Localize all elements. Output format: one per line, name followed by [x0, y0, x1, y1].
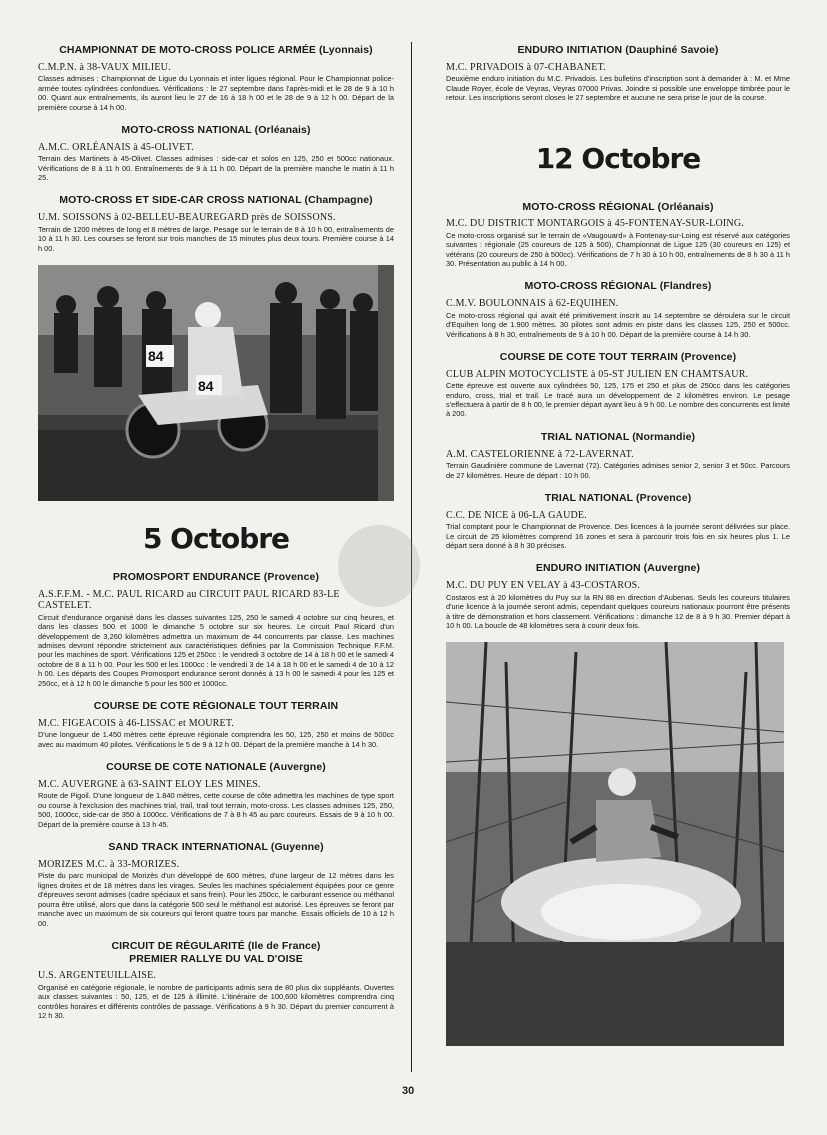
event-club: U.S. ARGENTEUILLAISE. [38, 970, 157, 982]
event-club: A.S.F.F.M. - M.C. PAUL RICARD au CIRCUIT PAUL RICARD 83-LE CASTELET. [38, 588, 340, 612]
left-column [38, 44, 394, 1033]
event-body: Ce moto-cross organisé sur le terrain de «Vaugouard» à Fontenay-sur-Loing est réservé aux catégories suivantes : régionale (25 coureurs de 125 à 500), Championnat de Ligue 125 (30 coureurs en 125) et vétérans (20 coureurs de 250 à 500cc). Vérifications de 7 h 30 à 10 h 00, entraînements de 8 h 30 à 11 h 30. Présentation au public à 14 h 00. [446, 230, 790, 268]
event-champagne [38, 194, 394, 253]
event-trial-normandie [446, 431, 790, 480]
event-body: Organisé en catégorie régionale, le nombre de participants admis sera de 80 plus dix suppléants. Ouvertes aux classes suivantes : 50, 125, et de 125 à illimité. L'itinéraire de 100,600 kilomètres comprendra cinq contrôles horaires et différents contrôles de passage. Vérifications à 9 h 30. Départ du premier concurrent à 12 h 30. [38, 982, 394, 1021]
event-title: COURSE DE COTE NATIONALE (Auvergne) [106, 761, 326, 774]
race-number: 84 [148, 347, 164, 364]
event-title: MOTO-CROSS RÉGIONAL (Flandres) [524, 280, 712, 293]
event-body: Ce moto-cross régional qui avait été primitivement inscrit au 14 septembre se déroulera sur le circuit d'Equihen long de 1.900 mètres. 30 pilotes sont admis en piste dans les classes 125, 250 et 500cc. Vérifications à 8 h 30, entraînements de 9 à 10 h 00. Départ de la première course à 14 h 30. [446, 310, 790, 339]
event-club: M.C. DU PUY EN VELAY à 43-COSTAROS. [446, 580, 641, 592]
event-title: COURSE DE COTE TOUT TERRAIN (Provence) [499, 350, 737, 363]
event-body: Terrain de 1200 mètres de long et 8 mètres de large. Pesage sur le terrain de 8 à 10 h 00, entraînements de 10 à 11 h 30. Les courses se feront sur trois manches de 15 minutes plus deux tours. Première course à 14 h 00. [38, 224, 394, 253]
event-orleanais-national [38, 124, 394, 183]
motocross-photo-icon [38, 265, 378, 501]
event-cote-regionale [38, 700, 394, 749]
event-title: CHAMPIONNAT DE MOTO-CROSS POLICE ARMÉE (Lyonnais) [59, 44, 373, 56]
event-sand-track [38, 841, 394, 928]
event-body: Terrain des Martinets à 45-Olivet. Classes admises : side-car et solos en 125, 250 et 500cc nationaux. Vérifications de 8 à 11 h 00. Entraînements de 9 à 11 h 00. Départ de la première manche le matin à 11 h 25. [38, 154, 394, 182]
event-body: Circuit d'endurance organisé dans les classes suivantes 125, 250 le samedi 4 octobre sur cinq heures, et dans les classes 500 et 1000 le dimanche 5 octobre sur six heures. Le circuit Paul Ricard d'un développement de 3,260 kilomètres admettra un maximum de 44 concurrents par classe. Les machines admises devront répondre strictement aux caractéristiques définies par la Commission Technique F.F.M. pour les machines de sport. Vérifications 125 et 250cc : le vendredi 3 octobre de 14 à 18 h 00 et le samedi 4 octobre de 8 à 11 h 00. Pour les 500 et les 1000cc : le vendredi 3 de 14 à 18 h 00 et le samedi 4 de 10 à 12 h 00. Les départs des Coupes Promosport endurance seront donnés à 13 h 00 le samedi 4 pour les 125 et 250cc, et à 12 h 00 le dimanche 5 pour les 500 et 1000cc. [38, 612, 394, 688]
event-title: CIRCUIT DE RÉGULARITÉ (Ile de France) [111, 940, 321, 953]
event-body: Cette épreuve est ouverte aux cylindrées 50, 125, 175 et 250 et plus de 250cc dans les catégories enduro, cross, trial et trail. Le tracé aura un développement de 2 kilomètres environ. Le pesage s'effectuera à partir de 8 h 00, le premier départ ayant lieu à 9 h 00. Le nombre des concurrents est limité à 200. [446, 381, 790, 419]
event-club: A.M. CASTELORIENNE à 72-LAVERNAT. [446, 448, 634, 460]
event-club: M.C. DU DISTRICT MONTARGOIS à 45-FONTENAY-SUR-LOING. [446, 218, 744, 230]
enduro-photo-icon [446, 642, 784, 1046]
right-column [446, 44, 790, 1046]
event-body: Costaros est à 20 kilomètres du Puy sur la RN 88 en direction d'Aubenas. Seuls les coureurs titulaires d'une licence à la journée seront admis, cependant quelques coureurs nationaux pourront être présents à titre de démonstration et hors classement. Vérifications : dimanche 12 de 8 à 9 h 30. Premier départ à 10 h 00. La boucle de 48 kilomètres sera à courir deux fois. [446, 592, 790, 630]
event-title: TRIAL NATIONAL (Provence) [544, 491, 692, 504]
event-club: C.M.V. BOULONNAIS à 62-EQUIHEN. [446, 298, 619, 310]
enduro-photo [446, 642, 784, 1046]
event-body: Deuxième enduro initiation du M.C. Privadois. Les bulletins d'inscription sont à demander à : M. et Mme Claude Royer, école de Veyras, Veyras 07000 Privas. Joindre si possible une enveloppe timbrée pour le retour. Les inscriptions seront closes le 27 septembre et aucune ne sera prise le jour de la course. [446, 74, 790, 103]
date-heading: 5 Octobre [142, 521, 290, 555]
event-title: MOTO-CROSS RÉGIONAL (Orléanais) [522, 200, 714, 213]
event-title: SAND TRACK INTERNATIONAL (Guyenne) [108, 841, 324, 854]
date-heading: 12 Octobre [535, 141, 701, 175]
event-club-alpin [446, 351, 790, 419]
event-club: M.C. AUVERGNE à 63-SAINT ELOY LES MINES. [38, 778, 261, 790]
event-enduro-dauphine [446, 44, 790, 103]
motocross-photo [38, 265, 394, 501]
event-trial-provence [446, 492, 790, 551]
event-enduro-auvergne [446, 562, 790, 630]
event-title: MOTO-CROSS ET SIDE-CAR CROSS NATIONAL (Champagne) [59, 194, 373, 207]
page-number: 30 [402, 1085, 415, 1097]
event-regularite [38, 940, 394, 1021]
event-body: Route de Pigoil. D'une longueur de 1.840 mètres, cette course de côte admettra les machines de type sport ou course à l'exclusion des machines trial, trail, trail tout terrain, moto-cross. Les classes admises 125, 250, 500, 1000cc, side-car de 350 à 1000cc. Vérifications de 7 à 8 h 45 au parc coureurs. Essais de 9 à 10 h 00. Départ de la première course à 13 h 45. [38, 791, 394, 829]
event-club: C.C. DE NICE à 06-LA GAUDE. [446, 509, 587, 521]
event-title: ENDURO INITIATION (Dauphiné Savoie) [517, 44, 719, 56]
event-title: ENDURO INITIATION (Auvergne) [535, 562, 701, 575]
race-number: 84 [198, 377, 214, 394]
event-body: Piste du parc municipal de Morizès d'un développé de 600 mètres, d'une largeur de 12 mètres dans les lignes droites et de 18 mètres dans les virages. Seules les machines spécialement équipées pour ce genre d'épreuves seront admises (cadre spéciaux et sans frein). Pour les 250cc, le carburant essence ou méthanol pourra être utilisé, alors que dans la catégorie 500 seul le méthanol est autorisé. Les épreuves se feront par manche avec un maximum de six coureurs qui feront quatre tours par manche. Essais officiels de 10 à 12 h 00. [38, 871, 394, 928]
event-police-armee [38, 44, 394, 112]
event-cote-nationale [38, 761, 394, 829]
event-club: M.C. FIGEACOIS à 46-LISSAC et MOURET. [38, 717, 235, 729]
event-body: Trial comptant pour le Championnat de Provence. Des licences à la journée seront délivrées sur place. Le circuit de 25 kilomètres comprend 16 zones et sera à parcourir trois fois en six heures plus 1. Le départ sera donné à 8 h 30 précises. [446, 522, 790, 550]
event-club: U.M. SOISSONS à 02-BELLEU-BEAUREGARD près de SOISSONS. [38, 212, 336, 224]
event-subtitle: PREMIER RALLYE DU VAL D'OISE [129, 952, 303, 965]
event-club: CLUB ALPIN MOTOCYCLISTE à 05-ST JULIEN EN CHAMTSAUR. [446, 368, 749, 380]
event-title: MOTO-CROSS NATIONAL (Orléanais) [121, 123, 311, 136]
event-body: Classes admises : Championnat de Ligue du Lyonnais et inter ligues régional. Pour le Championnat police-armée toutes cylindrées confondues. Vérifications : le 27 septembre dans l'après-midi et le 28 de 9 à 10 h 00. Quant aux entraînements, ils auront lieu le 27 de 16 à 18 h 00 et le 28 de 9 à 12 h 00. Départ de la première course à 14 h 00. [38, 74, 394, 112]
event-title: COURSE DE COTE RÉGIONALE TOUT TERRAIN [93, 700, 339, 713]
event-montargois [446, 201, 790, 269]
event-club: M.C. PRIVADOIS à 07-CHABANET. [446, 61, 606, 73]
event-promosport [38, 571, 394, 688]
event-body: Terrain Gaudinière commune de Lavernat (72). Catégories admises senior 2, senior 3 et 50cc. Parcours de 27 kilomètres. Heure de départ : 10 h 00. [446, 461, 790, 480]
event-club: A.M.C. ORLÉANAIS à 45-OLIVET. [38, 141, 194, 153]
event-title: TRIAL NATIONAL (Normandie) [540, 430, 696, 443]
event-club: MORIZES M.C. à 33-MORIZES. [38, 858, 180, 870]
event-boulonnais [446, 280, 790, 339]
event-club: C.M.P.N. à 38-VAUX MILIEU. [38, 61, 171, 73]
event-body: D'une longueur de 1.450 mètres cette épreuve régionale comprendra les 50, 125, 250 et moins de 500cc avec au maximum 40 pilotes. Vérifications le 5 de 9 à 12 h 00. Départ de la première manche à 14 h 30. [38, 730, 394, 749]
event-title: PROMOSPORT ENDURANCE (Provence) [112, 570, 320, 583]
